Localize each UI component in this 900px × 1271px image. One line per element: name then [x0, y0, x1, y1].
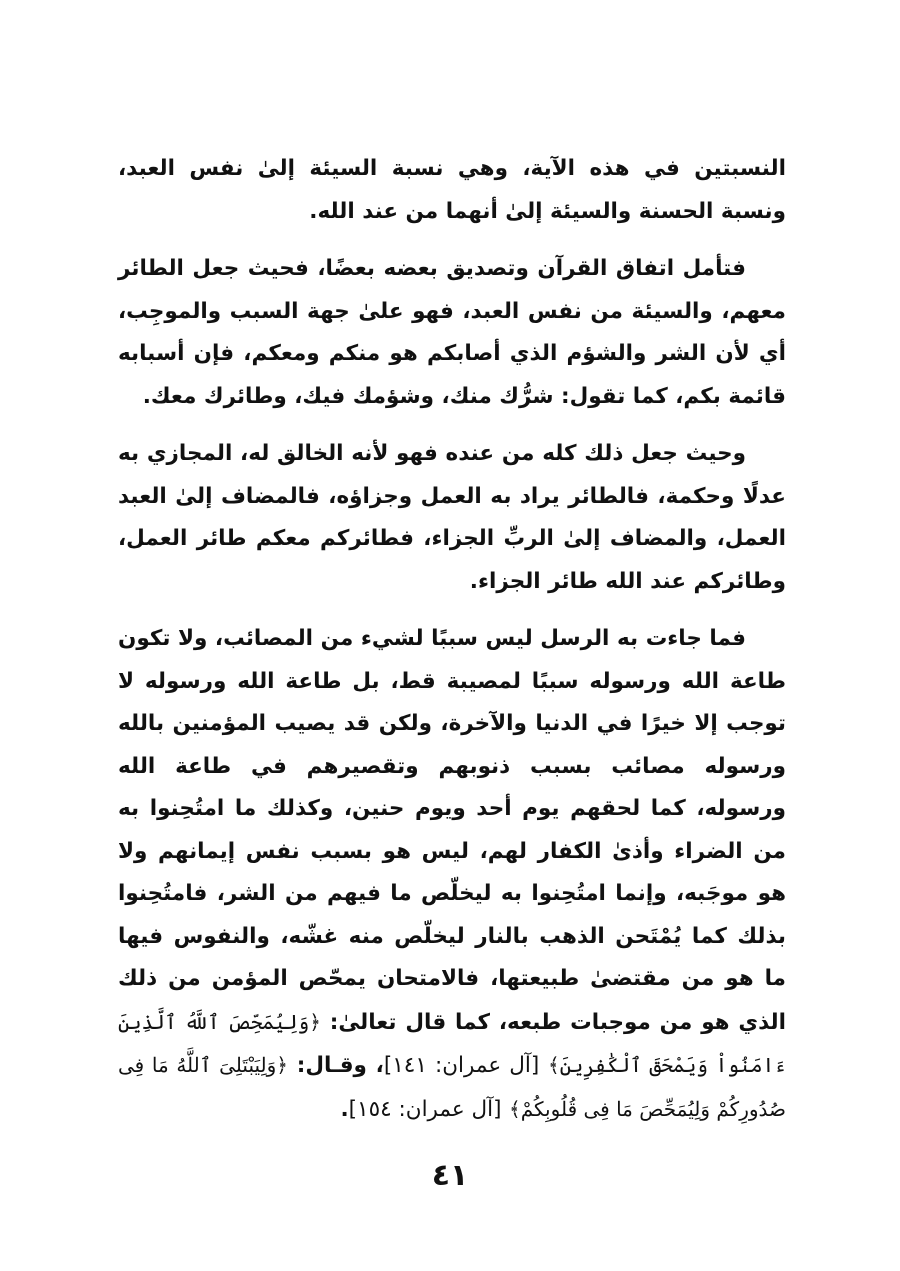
paragraph-4	[118, 618, 786, 1131]
paragraph-4-end: .	[340, 1096, 349, 1122]
verse-citation-1: [آل عمران: ١٤١]	[383, 1053, 540, 1078]
quran-verse-1: ﴿وَلِيُمَحِّصَ ٱللَّهُ ٱلَّذِينَ ءَامَنُواْ وَيَمْحَقَ ٱلْكَٰفِرِينَ﴾	[118, 1009, 786, 1077]
paragraph-4-connector: ، وقـال:	[288, 1053, 384, 1078]
paragraph-4-text: فما جاءت به الرسل ليس سببًا لشيء من المصائب، ولا تكون طاعة الله ورسوله سببًا لمصيبة قط، بل طاعة الله ورسوله لا توجب إلا خيرًا في الدنيا والآخرة، ولكن قد يصيب المؤمنين بالله ورسوله مصائب بسبب ذنوبهم وتقصيرهم في طاعة الله ورسوله، كما لحقهم يوم أحد ويوم حنين، وكذلك ما امتُحِنوا به من الضراء وأذىٰ الكفار لهم، ليس هو بسبب نفس إيمانهم ولا هو موجَبه، وإنما امتُحِنوا به ليخلّص ما فيهم من الشر، فامتُحِنوا بذلك كما يُمْتَحن الذهب بالنار ليخلّص منه غشّه، والنفوس فيها ما هو من مقتضىٰ طبيعتها، فالامتحان يمحّص المؤمن من ذلك الذي هو من موجبات طبعه، كما قال تعالىٰ:	[118, 626, 786, 1035]
body-text	[118, 148, 786, 1146]
page-number: ٤١	[431, 1158, 469, 1193]
paragraph-1: النسبتين في هذه الآية، وهي نسبة السيئة إلىٰ نفس العبد، ونسبة الحسنة والسيئة إلىٰ أنهما من عند الله.	[118, 156, 786, 224]
paragraph-2: فتأمل اتفاق القرآن وتصديق بعضه بعضًا، فحيث جعل الطائر معهم، والسيئة من نفس العبد، فهو علىٰ جهة السبب والموجِب، أي لأن الشر والشؤم الذي أصابكم هو منكم ومعكم، فإن أسبابه قائمة بكم، كما تقول: شرُّك منك، وشؤمك فيك، وطائرك معك.	[118, 256, 786, 409]
quran-verse-2: ﴿وَلِيَبْتَلِىَ ٱللَّهُ مَا فِى صُدُورِكُمْ وَلِيُمَحِّصَ مَا فِى قُلُوبِكُمْ﴾	[118, 1053, 786, 1121]
paragraph-3: وحيث جعل ذلك كله من عنده فهو لأنه الخالق له، المجازي به عدلًا وحكمة، فالطائر يراد به العمل وجزاؤه، فالمضاف إلىٰ العبد العمل، والمضاف إلىٰ الربِّ الجزاء، فطائركم معكم طائر العمل، وطائركم عند الله طائر الجزاء.	[118, 441, 786, 594]
verse-citation-2: [آل عمران: ١٥٤]	[348, 1096, 502, 1122]
